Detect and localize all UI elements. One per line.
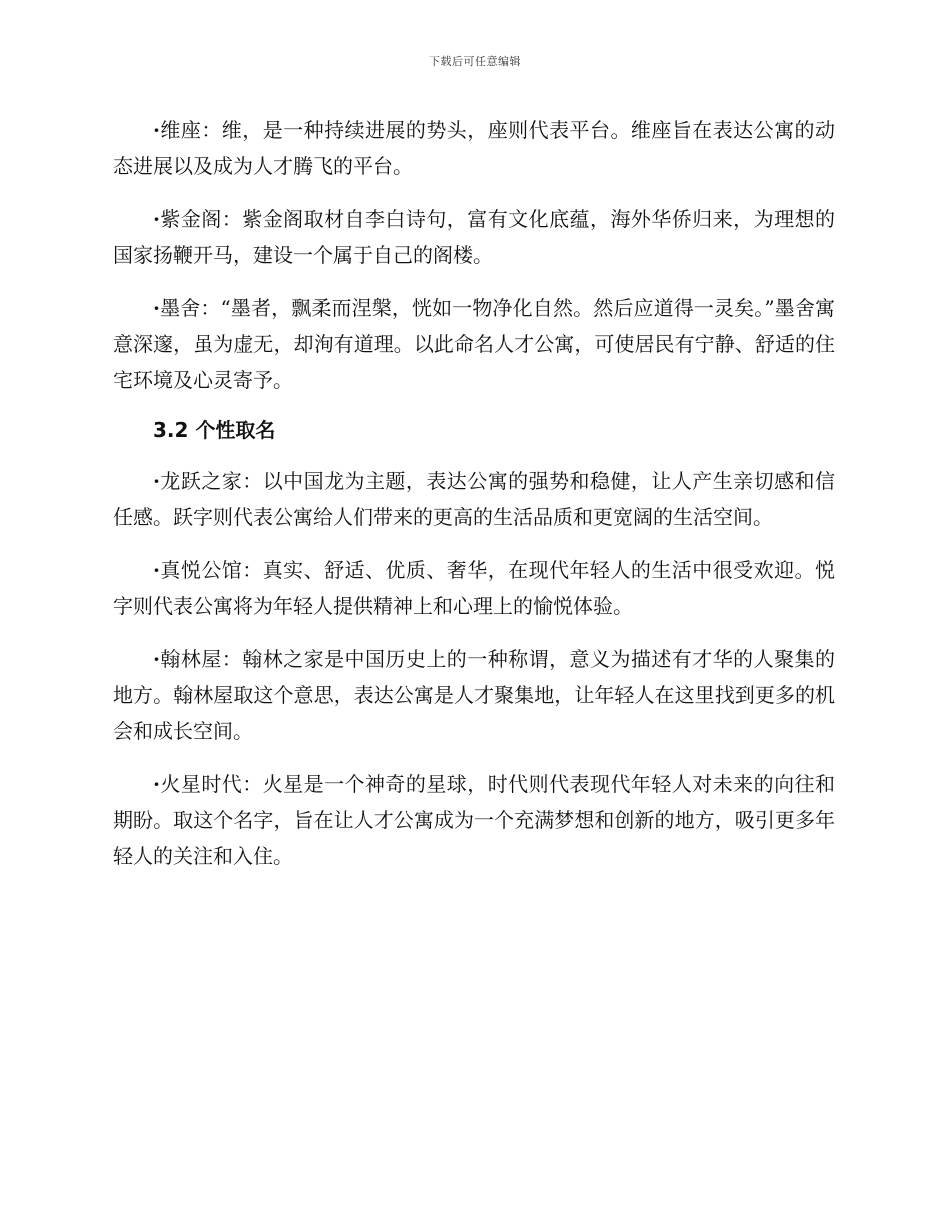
bullet: ·	[153, 647, 160, 671]
paragraph-text: 维座：维，是一种持续进展的势头，座则代表平台。维座旨在表达公寓的动态进展以及成为人才腾飞的平台。	[113, 118, 835, 178]
paragraph-text: 火星时代：火星是一个神奇的星球，时代则代表现代年轻人对未来的向往和期盼。取这个名字，旨在让人才公寓成为一个充满梦想和创新的地方，吸引更多年轻人的关注和入住。	[113, 772, 835, 868]
paragraph-longyue	[113, 463, 835, 535]
paragraph-zhenyue	[113, 552, 835, 624]
document-body	[113, 112, 835, 891]
paragraph-moshe	[113, 290, 835, 398]
paragraph-huoxing	[113, 766, 835, 874]
paragraph-text: 紫金阁：紫金阁取材自李白诗句，富有文化底蕴，海外华侨归来，为理想的国家扬鞭开马，建设一个属于自己的阁楼。	[113, 207, 835, 267]
paragraph-hanlinwu	[113, 641, 835, 749]
section-heading: 3.2 个性取名	[153, 418, 276, 442]
page-header: 下载后可任意编辑	[429, 55, 521, 68]
bullet: ·	[153, 772, 160, 796]
bullet: ·	[153, 296, 160, 320]
bullet: ·	[153, 118, 160, 142]
paragraph-weizuo	[113, 112, 835, 184]
paragraph-zijinge	[113, 201, 835, 273]
paragraph-text: 龙跃之家：以中国龙为主题，表达公寓的强势和稳健，让人产生亲切感和信任感。跃字则代表公寓给人们带来的更高的生活品质和更宽阔的生活空间。	[113, 469, 835, 529]
paragraph-text: 真悦公馆：真实、舒适、优质、奢华，在现代年轻人的生活中很受欢迎。悦字则代表公寓将为年轻人提供精神上和心理上的愉悦体验。	[113, 558, 835, 618]
bullet: ·	[153, 207, 160, 231]
paragraph-text: 墨舍：“墨者，飘柔而涅槃，恍如一物净化自然。然后应道得一灵矣。”墨舍寓意深邃，虽为虚无，却洵有道理。以此命名人才公寓，可使居民有宁静、舒适的住宅环境及心灵寄予。	[113, 296, 835, 392]
bullet: ·	[153, 558, 160, 582]
bullet: ·	[153, 469, 160, 493]
paragraph-text: 翰林屋：翰林之家是中国历史上的一种称谓，意义为描述有才华的人聚集的地方。翰林屋取这个意思，表达公寓是人才聚集地，让年轻人在这里找到更多的机会和成长空间。	[113, 647, 835, 743]
